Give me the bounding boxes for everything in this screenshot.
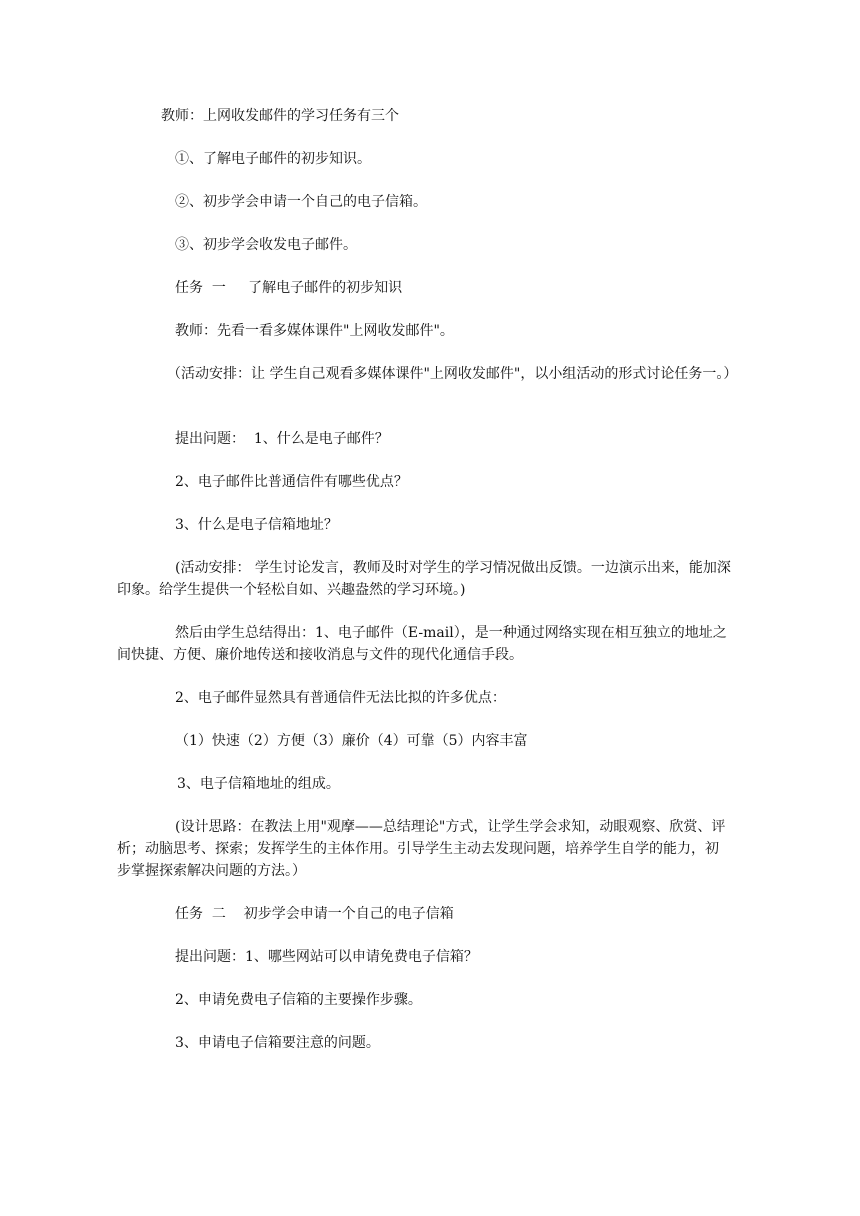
heading-task-two: 任务 二 初步学会申请一个自己的电子信箱 <box>175 906 454 922</box>
paragraph-task-3: ③、初步学会收发电子邮件。 <box>175 237 357 253</box>
paragraph-intro: 教师：上网收发邮件的学习任务有三个 <box>161 108 399 124</box>
paragraph-advantage-list: （1）快速（2）方便（3）廉价（4）可靠（5）内容丰富 <box>175 733 528 749</box>
paragraph-teacher-courseware: 教师：先看一看多媒体课件"上网收发邮件"。 <box>175 323 454 339</box>
paragraph-advantages: 2、电子邮件显然具有普通信件无法比拟的许多优点： <box>175 690 506 706</box>
paragraph-summary: 然后由学生总结得出：1、电子邮件（E-mail），是一种通过网络实现在相互独立的地址之间快捷、方便、廉价地传送和接收消息与文件的现代化通信手段。 <box>117 625 727 663</box>
paragraph-question-notes: 3、申请电子信箱要注意的问题。 <box>175 1035 380 1051</box>
paragraph-design-idea: (设计思路：在教法上用"观摩——总结理论"方式，让学生学会求知，动眼观察、欣赏、评析；动脑思考、探索；发挥学生的主体作用。引导学生主动去发现问题，培养学生自学的能力，初步掌握探索解决问题的方法。） <box>117 819 726 879</box>
paragraph-address-composition: 3、电子信箱地址的组成。 <box>177 776 340 792</box>
paragraph-task-2: ②、初步学会申请一个自己的电子信箱。 <box>175 194 427 210</box>
paragraph-question-2: 2、电子邮件比普通信件有哪些优点？ <box>175 474 408 490</box>
paragraph-question-3: 3、什么是电子信箱地址？ <box>175 517 338 533</box>
paragraph-question-sites: 提出问题：1、哪些网站可以申请免费电子信箱？ <box>175 949 478 965</box>
paragraph-task-1: ①、了解电子邮件的初步知识。 <box>175 151 371 167</box>
paragraph-activity-1: （活动安排：让 学生自己观看多媒体课件"上网收发邮件"，以小组活动的形式讨论任务一。） <box>167 366 738 382</box>
paragraph-activity-2: (活动安排： 学生讨论发言，教师及时对学生的学习情况做出反馈。一边演示出来，能加深印象。给学生提供一个轻松自如、兴趣盎然的学习环境。) <box>117 560 731 598</box>
paragraph-question-1: 提出问题： 1、什么是电子邮件？ <box>175 431 389 447</box>
paragraph-question-steps: 2、申请免费电子信箱的主要操作步骤。 <box>175 992 422 1008</box>
heading-task-one: 任务 一 了解电子邮件的初步知识 <box>175 280 403 296</box>
